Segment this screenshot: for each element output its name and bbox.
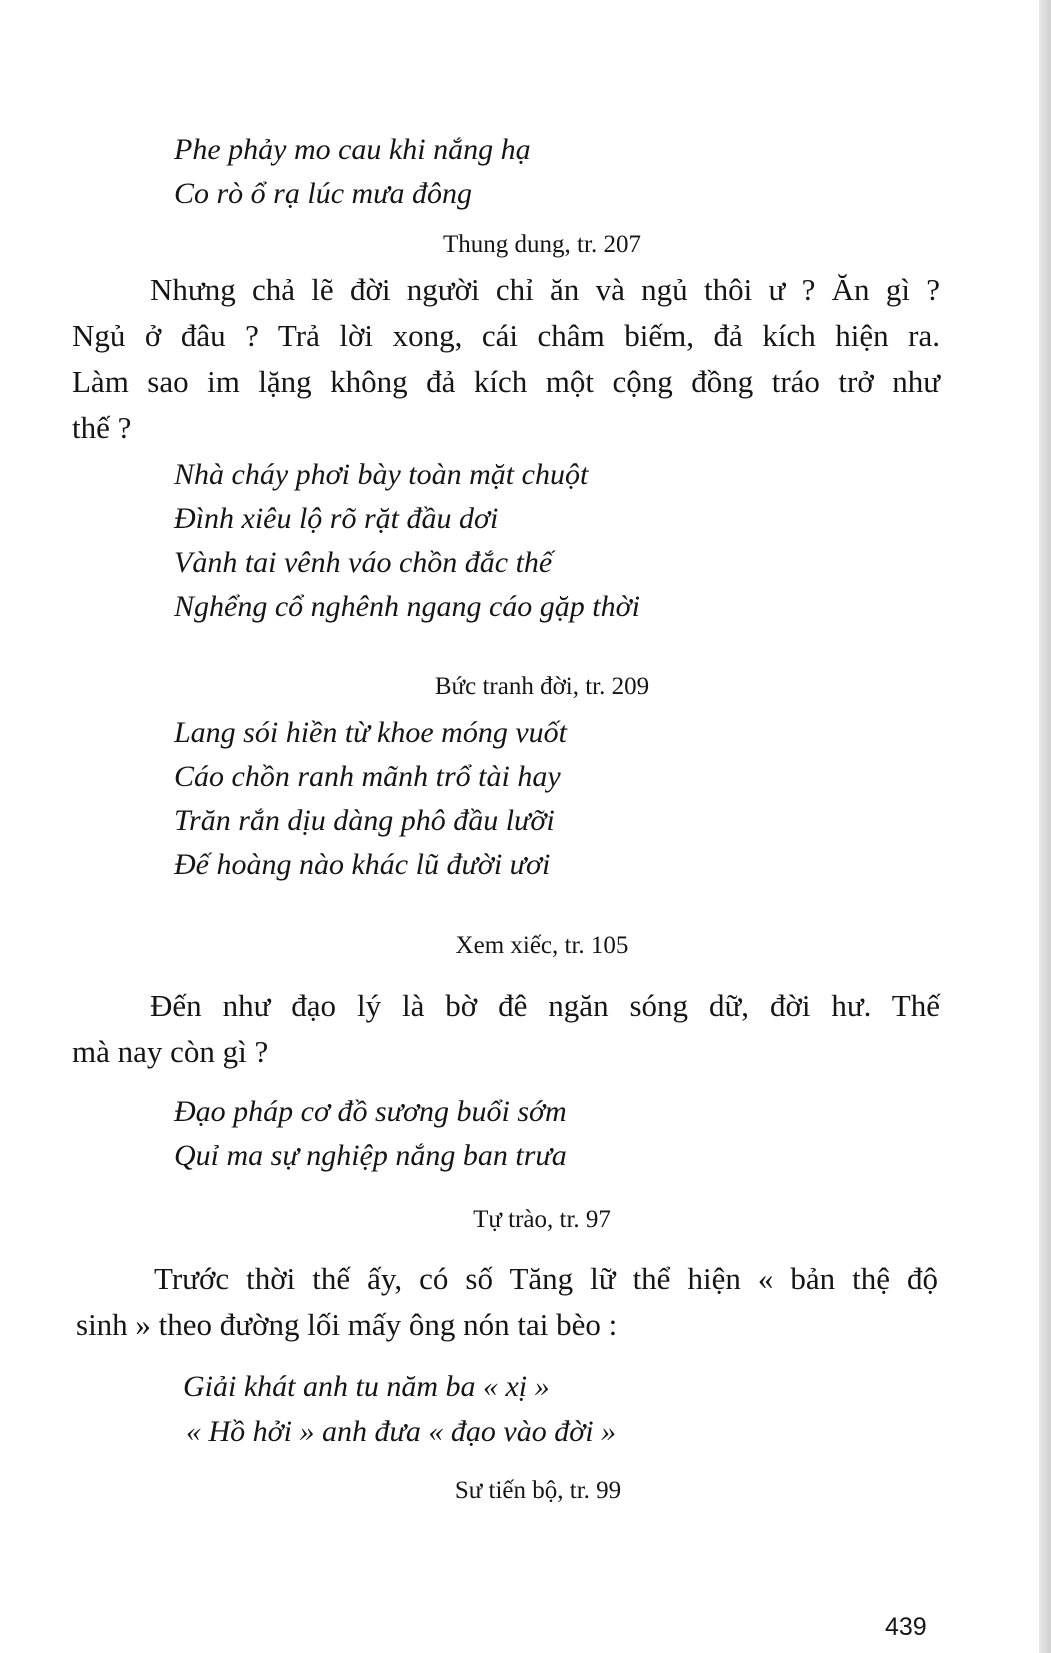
verse-line: Nhà cháy phơi bày toàn mặt chuột <box>174 458 589 491</box>
prose-line: Đến như đạo lý là bờ đê ngăn sóng dữ, đời hư. Thế <box>150 988 940 1023</box>
verse-line: Quỉ ma sự nghiệp nắng ban trưa <box>174 1139 567 1172</box>
verse-source: Sư tiến bộ, tr. 99 <box>454 1477 622 1504</box>
verse-line: Trăn rắn dịu dàng phô đầu lưỡi <box>174 804 555 837</box>
verse-line: Giải khát anh tu năm ba « xị » <box>183 1370 550 1403</box>
verse-line: Cáo chồn ranh mãnh trổ tài hay <box>174 760 561 793</box>
verse-line: Đế hoàng nào khác lũ đười ươi <box>174 848 551 881</box>
verse-source: Bức tranh đời, tr. 209 <box>434 673 650 700</box>
prose-line: Nhưng chả lẽ đời người chỉ ăn và ngủ thôi ư ? Ăn gì ? <box>150 272 940 307</box>
verse-line: « Hồ hởi » anh đưa « đạo vào đời » <box>186 1415 617 1448</box>
prose-paragraph <box>72 267 940 451</box>
verse-source: Xem xiếc, tr. 105 <box>455 932 629 959</box>
verse-source: Thung dung, tr. 207 <box>443 231 641 258</box>
page-edge-shadow <box>1039 0 1051 1653</box>
page-number: 439 <box>885 1613 927 1641</box>
verse-line: Vành tai vênh váo chồn đắc thế <box>174 546 553 579</box>
prose-line: mà nay còn gì ? <box>72 1034 269 1069</box>
verse-line: Co rò ổ rạ lúc mưa đông <box>174 177 473 210</box>
prose-line: thế ? <box>72 410 132 445</box>
prose-paragraph <box>72 983 940 1075</box>
prose-line: Trước thời thế ấy, có số Tăng lữ thể hiện « bản thệ độ <box>154 1261 938 1296</box>
verse-source: Tự trào, tr. 97 <box>473 1206 611 1233</box>
prose-paragraph <box>76 1256 938 1348</box>
verse-line: Lang sói hiền từ khoe móng vuốt <box>174 716 567 749</box>
verse-line: Đình xiêu lộ rõ rặt đầu dơi <box>174 502 499 535</box>
prose-line: Làm sao im lặng không đả kích một cộng đồng tráo trở như <box>72 364 940 399</box>
verse-line: Nghểng cổ nghênh ngang cáo gặp thời <box>174 590 640 623</box>
verse-line: Đạo pháp cơ đồ sương buổi sớm <box>174 1095 567 1128</box>
verse-line: Phe phảy mo cau khi nắng hạ <box>174 133 531 166</box>
prose-line: sinh » theo đường lối mấy ông nón tai bèo : <box>76 1307 618 1342</box>
prose-line: Ngủ ở đâu ? Trả lời xong, cái châm biếm, đả kích hiện ra. <box>72 318 940 353</box>
